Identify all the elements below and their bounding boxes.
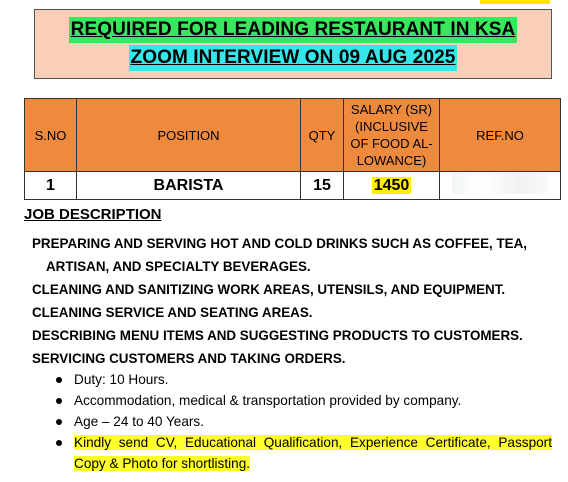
- salary-header-line: LOWANCE): [356, 153, 427, 168]
- top-highlight-fragment: [480, 0, 550, 4]
- column-header-refno: REF.NO: [440, 99, 561, 172]
- description-line: SERVICING CUSTOMERS AND TAKING ORDERS.: [32, 351, 346, 366]
- list-item-text: Age – 24 to 40 Years.: [74, 414, 205, 429]
- bullet-icon: [56, 398, 62, 404]
- cell-position: BARISTA: [77, 172, 301, 200]
- salary-header-line: SALARY (SR): [350, 102, 433, 117]
- cell-sno: 1: [25, 172, 77, 200]
- salary-header-line: OF FOOD AL-: [350, 136, 433, 151]
- cell-qty: 15: [301, 172, 344, 200]
- benefits-list: [54, 369, 552, 474]
- list-item: [54, 432, 552, 474]
- list-item: [54, 369, 552, 390]
- header-title: REQUIRED FOR LEADING RESTAURANT IN KSA: [69, 17, 518, 43]
- cell-refno: [440, 172, 561, 200]
- table-header-row: [25, 99, 561, 172]
- description-line: CLEANING SERVICE AND SEATING AREAS.: [32, 305, 313, 320]
- interview-date: ZOOM INTERVIEW ON 09 AUG 2025: [129, 45, 458, 71]
- header-banner: [34, 9, 552, 79]
- salary-value: 1450: [373, 176, 410, 194]
- redacted-ref-blur: [452, 172, 548, 194]
- bullet-icon: [56, 377, 62, 383]
- application-instructions: Kindly send CV, Educational Qualification, Experience Certificate, Passport Copy & Photo for shortlisting.: [74, 435, 552, 471]
- description-line: DESCRIBING MENU ITEMS AND SUGGESTING PRODUCTS TO CUSTOMERS.: [32, 328, 523, 343]
- description-line: ARTISAN, AND SPECIALTY BEVERAGES.: [46, 259, 311, 274]
- bullet-icon: [56, 440, 62, 446]
- list-item: [54, 390, 552, 411]
- list-item-text: Accommodation, medical & transportation provided by company.: [74, 393, 462, 408]
- vacancy-table: [24, 98, 561, 200]
- job-description-body: [32, 232, 552, 370]
- description-line: PREPARING AND SERVING HOT AND COLD DRINKS SUCH AS COFFEE, TEA,: [32, 236, 527, 251]
- column-header-salary: [344, 99, 440, 172]
- list-item: [54, 411, 552, 432]
- cell-salary: [344, 172, 440, 200]
- column-header-sno: S.NO: [25, 99, 77, 172]
- job-description-title: JOB DESCRIPTION: [24, 206, 162, 223]
- column-header-qty: QTY: [301, 99, 344, 172]
- table-row: [25, 172, 561, 200]
- description-line: CLEANING AND SANITIZING WORK AREAS, UTENSILS, AND EQUIPMENT.: [32, 282, 506, 297]
- bullet-icon: [56, 419, 62, 425]
- list-item-text: Duty: 10 Hours.: [74, 372, 169, 387]
- salary-header-line: (INCLUSIVE: [355, 119, 428, 134]
- column-header-position: POSITION: [77, 99, 301, 172]
